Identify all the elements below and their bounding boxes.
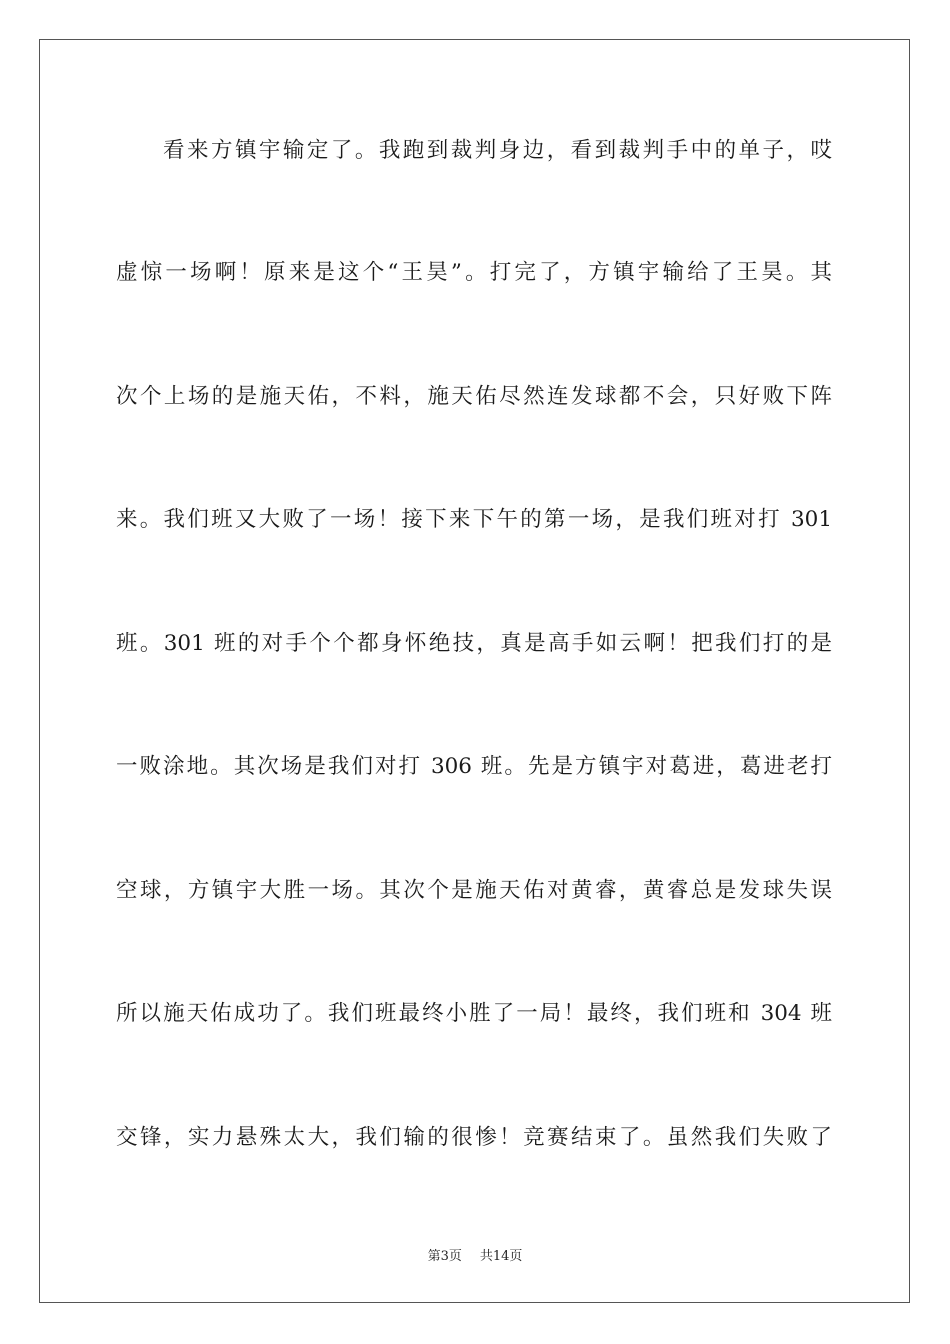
page-footer [0, 1248, 950, 1266]
paragraph-line-8: 所以施天佑成功了。我们班最终小胜了一局！最终，我们班和 304 班 [116, 1001, 832, 1026]
paragraph-line-9: 交锋，实力悬殊太大，我们输的很惨！竞赛结束了。虽然我们失败了 [116, 1125, 832, 1150]
current-page-label: 第3页 [427, 1249, 462, 1264]
paragraph-line-4: 来。我们班又大败了一场！接下来下午的第一场，是我们班对打 301 [116, 507, 832, 532]
page-border [39, 39, 910, 1303]
paragraph-line-6: 一败涂地。其次场是我们对打 306 班。先是方镇宇对葛进，葛进老打 [116, 754, 832, 779]
paragraph-line-2: 虚惊一场啊！原来是这个“王昊”。打完了，方镇宇输给了王昊。其 [116, 260, 832, 285]
total-pages-label: 共14页 [479, 1249, 523, 1264]
paragraph-line-3: 次个上场的是施天佑，不料，施天佑尽然连发球都不会，只好败下阵 [116, 384, 832, 409]
paragraph-line-7: 空球，方镇宇大胜一场。其次个是施天佑对黄睿，黄睿总是发球失误 [116, 878, 832, 903]
paragraph-line-1: 看来方镇宇输定了。我跑到裁判身边，看到裁判手中的单子，哎 [163, 138, 832, 163]
paragraph-line-5: 班。301 班的对手个个都身怀绝技，真是高手如云啊！把我们打的是 [116, 631, 832, 656]
